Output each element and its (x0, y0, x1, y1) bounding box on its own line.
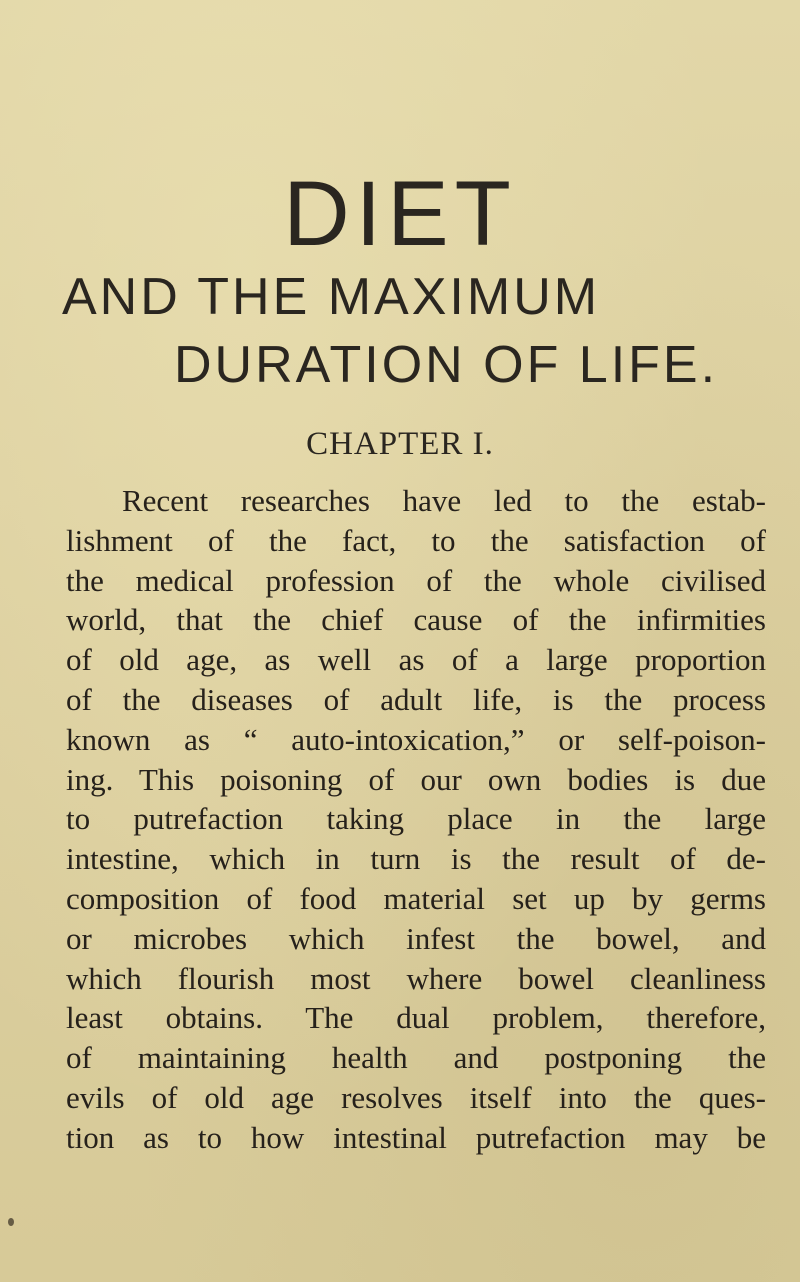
text-line: ing. This poisoning of our own bodies is due (66, 761, 766, 797)
text-line: the medical profession of the whole civilised (66, 562, 766, 598)
text-line: tion as to how intestinal putrefaction may be (66, 1119, 766, 1155)
text-line: of maintaining health and postponing the (66, 1040, 766, 1076)
chapter-heading: CHAPTER I. (306, 426, 494, 462)
text-line: of the diseases of adult life, is the process (66, 681, 766, 717)
text-line: least obtains. The dual problem, therefore, (66, 1000, 766, 1036)
body-paragraph (66, 481, 766, 1158)
text-line: or microbes which infest the bowel, and (66, 920, 766, 956)
text-line: intestine, which in turn is the result of de- (66, 841, 766, 877)
ink-blemish (8, 1218, 14, 1226)
book-title: DIET (283, 163, 517, 265)
text-line: composition of food material set up by germs (66, 880, 766, 916)
text-line: lishment of the fact, to the satisfaction of (66, 522, 766, 558)
text-line: of old age, as well as of a large proportion (66, 642, 766, 678)
text-line: evils of old age resolves itself into the ques- (66, 1079, 766, 1115)
text-line: known as “ auto-intoxication,” or self-poison- (66, 721, 766, 757)
text-line: to putrefaction taking place in the large (66, 801, 766, 837)
subtitle-line-2: DURATION OF LIFE. (174, 336, 719, 394)
subtitle-line-1: AND THE MAXIMUM (62, 268, 601, 326)
text-line: world, that the chief cause of the infirmities (66, 602, 766, 638)
text-line: Recent researches have led to the estab- (122, 483, 766, 518)
text-line: which flourish most where bowel cleanliness (66, 960, 766, 996)
